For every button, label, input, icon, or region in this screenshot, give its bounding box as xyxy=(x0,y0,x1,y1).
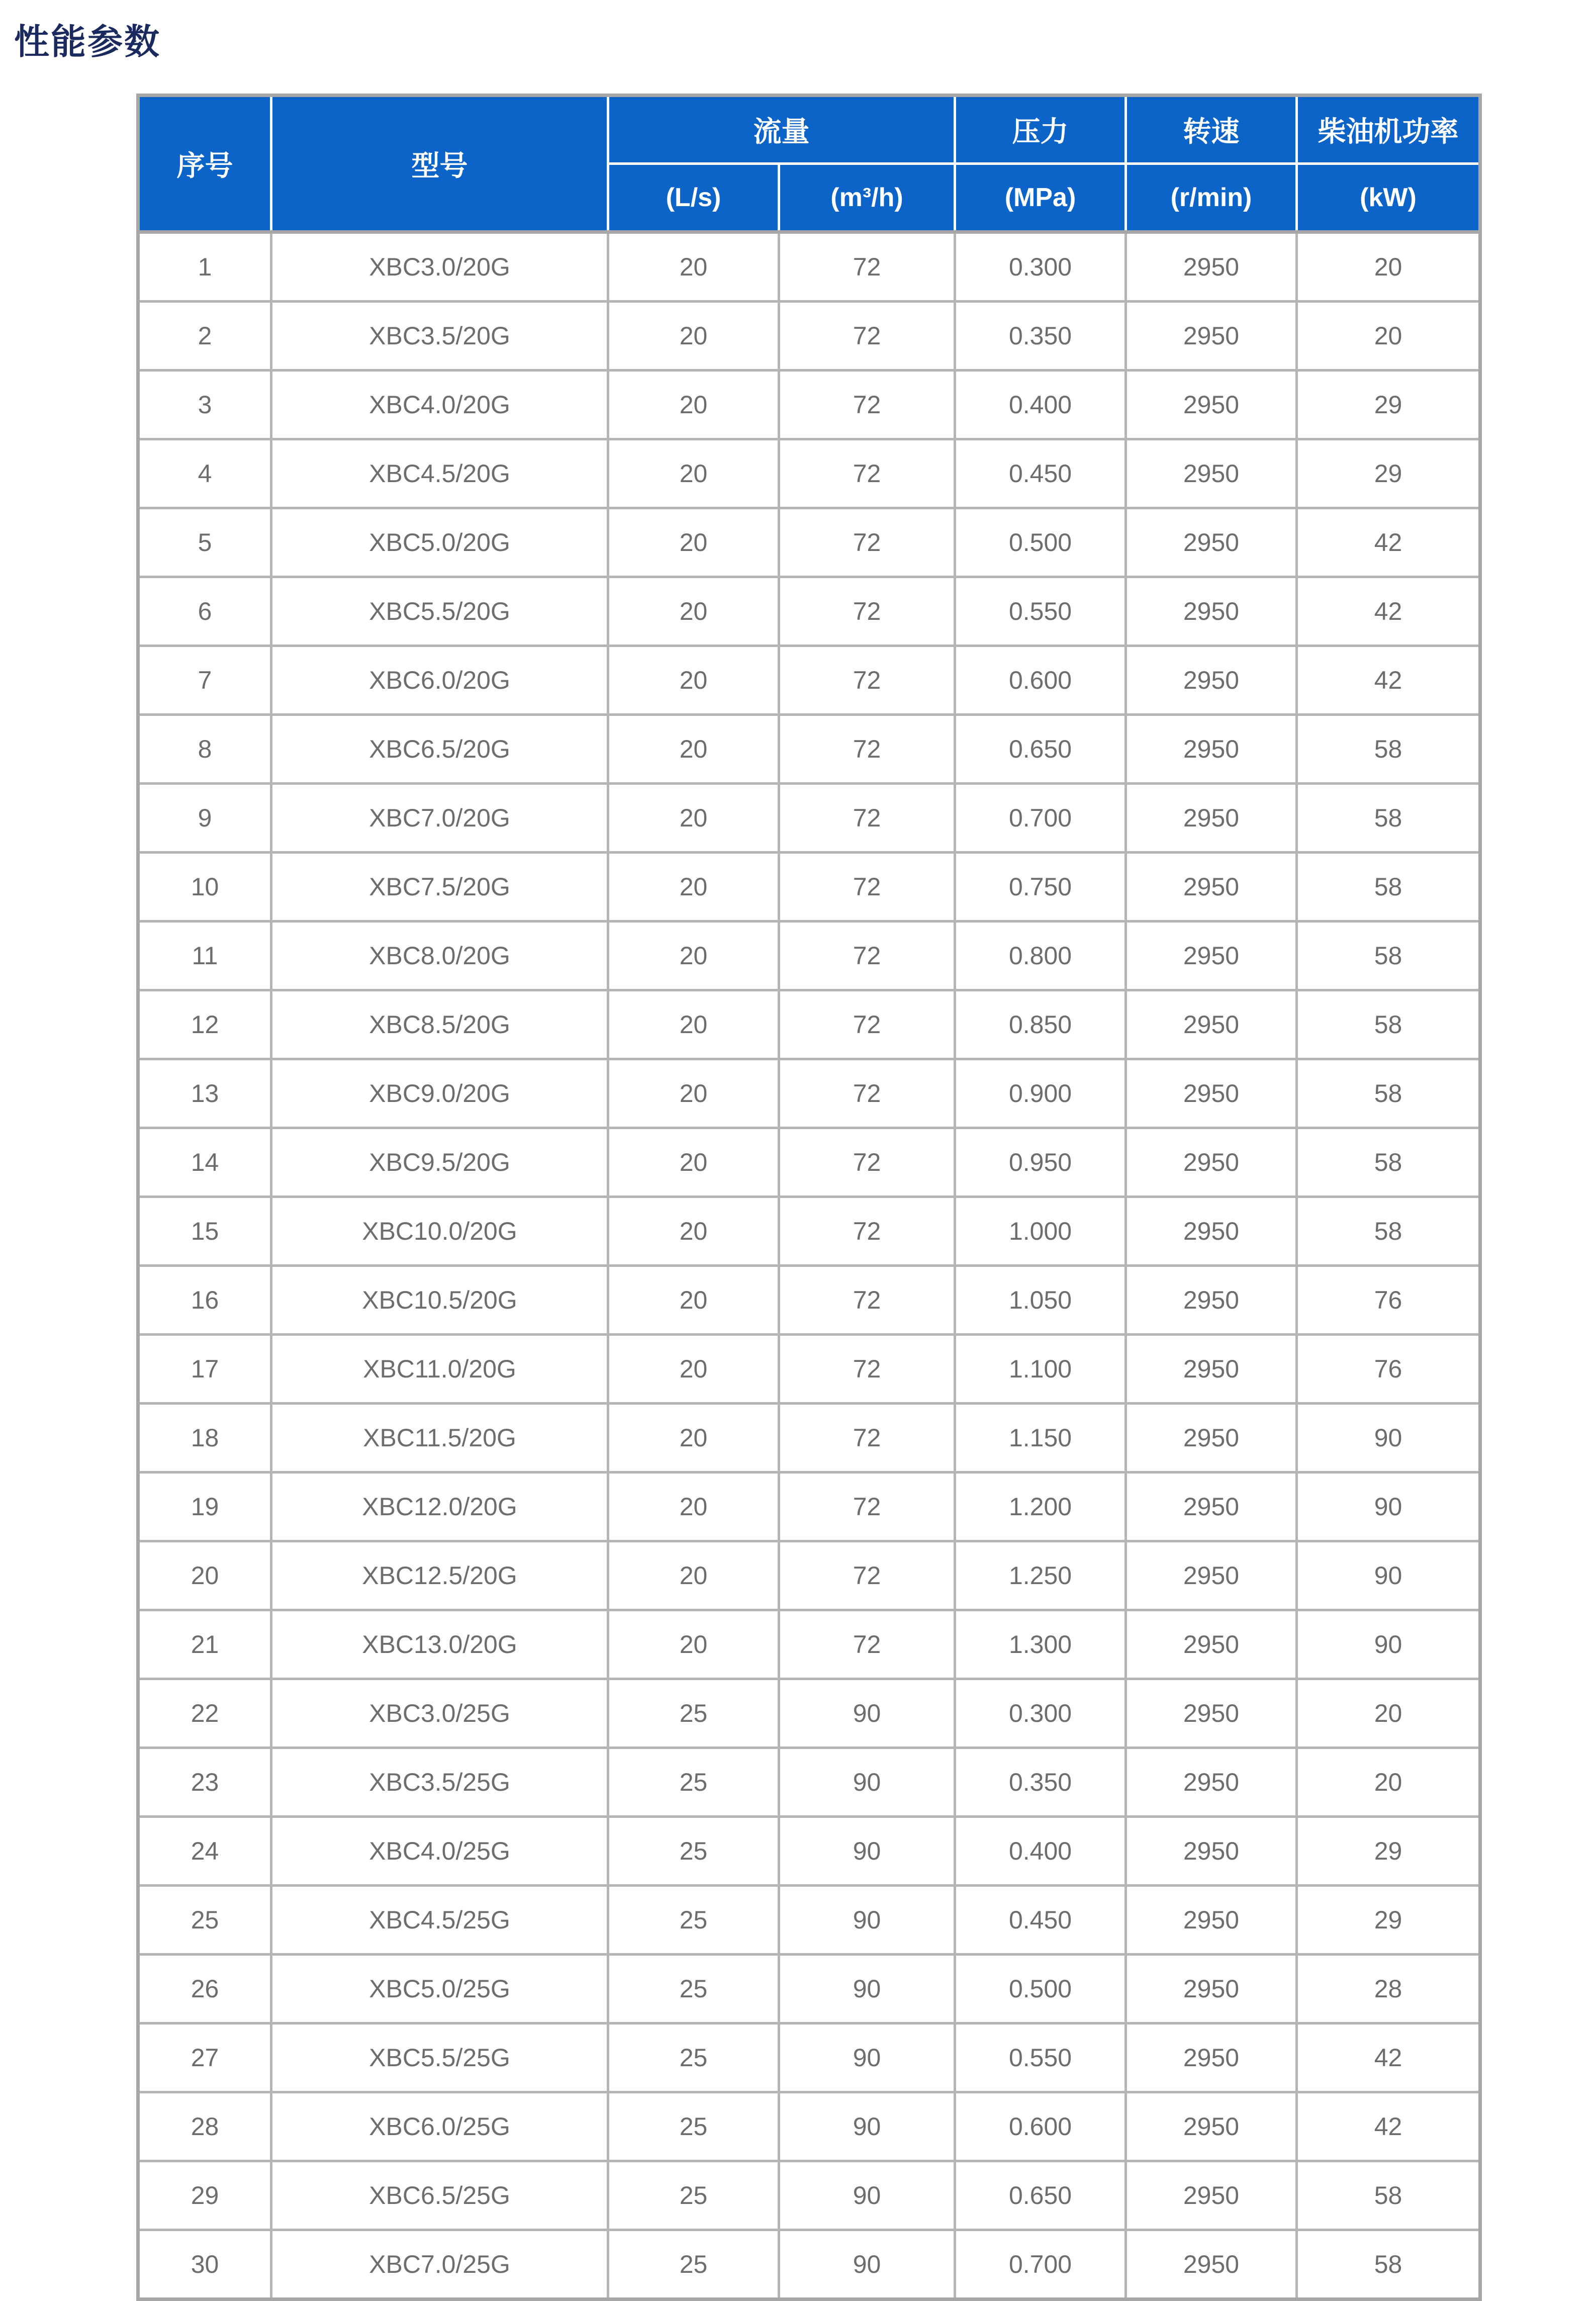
cell-model: XBC6.0/25G xyxy=(271,2092,608,2161)
cell-power: 58 xyxy=(1297,2161,1480,2230)
table-row xyxy=(138,2161,1480,2230)
cell-pressure: 0.450 xyxy=(955,1886,1126,1955)
cell-power: 42 xyxy=(1297,646,1480,715)
cell-power: 29 xyxy=(1297,1886,1480,1955)
cell-flow-m3h: 72 xyxy=(779,371,955,439)
cell-power: 42 xyxy=(1297,2092,1480,2161)
cell-power: 20 xyxy=(1297,232,1480,302)
cell-serial: 30 xyxy=(138,2230,271,2299)
cell-flow-ls: 20 xyxy=(608,784,779,853)
cell-model: XBC5.0/25G xyxy=(271,1955,608,2023)
cell-flow-ls: 20 xyxy=(608,1541,779,1610)
cell-speed: 2950 xyxy=(1126,784,1297,853)
cell-speed: 2950 xyxy=(1126,302,1297,371)
cell-pressure: 0.300 xyxy=(955,1679,1126,1748)
cell-speed: 2950 xyxy=(1126,1610,1297,1679)
cell-flow-m3h: 72 xyxy=(779,1128,955,1197)
cell-model: XBC4.5/20G xyxy=(271,439,608,508)
cell-flow-m3h: 72 xyxy=(779,1541,955,1610)
cell-flow-m3h: 72 xyxy=(779,990,955,1059)
table-row xyxy=(138,1197,1480,1266)
cell-pressure: 0.300 xyxy=(955,232,1126,302)
cell-flow-m3h: 90 xyxy=(779,1817,955,1886)
cell-flow-m3h: 72 xyxy=(779,232,955,302)
table-row xyxy=(138,508,1480,577)
cell-flow-m3h: 72 xyxy=(779,1610,955,1679)
cell-speed: 2950 xyxy=(1126,1817,1297,1886)
cell-power: 58 xyxy=(1297,990,1480,1059)
cell-flow-ls: 20 xyxy=(608,1197,779,1266)
table-row xyxy=(138,1886,1480,1955)
cell-serial: 21 xyxy=(138,1610,271,1679)
cell-power: 58 xyxy=(1297,2230,1480,2299)
cell-flow-ls: 25 xyxy=(608,2230,779,2299)
cell-model: XBC3.5/25G xyxy=(271,1748,608,1817)
cell-serial: 6 xyxy=(138,577,271,646)
cell-serial: 26 xyxy=(138,1955,271,2023)
cell-serial: 4 xyxy=(138,439,271,508)
cell-serial: 2 xyxy=(138,302,271,371)
cell-flow-m3h: 72 xyxy=(779,922,955,990)
cell-flow-ls: 25 xyxy=(608,1817,779,1886)
cell-speed: 2950 xyxy=(1126,439,1297,508)
cell-power: 28 xyxy=(1297,1955,1480,2023)
cell-speed: 2950 xyxy=(1126,1955,1297,2023)
cell-flow-ls: 20 xyxy=(608,922,779,990)
cell-pressure: 0.500 xyxy=(955,1955,1126,2023)
cell-flow-ls: 20 xyxy=(608,1610,779,1679)
cell-flow-ls: 20 xyxy=(608,990,779,1059)
cell-pressure: 0.500 xyxy=(955,508,1126,577)
cell-serial: 7 xyxy=(138,646,271,715)
cell-flow-ls: 20 xyxy=(608,853,779,922)
cell-pressure: 0.650 xyxy=(955,2161,1126,2230)
cell-flow-m3h: 90 xyxy=(779,2092,955,2161)
cell-serial: 16 xyxy=(138,1266,271,1335)
cell-model: XBC4.0/25G xyxy=(271,1817,608,1886)
cell-flow-m3h: 90 xyxy=(779,1748,955,1817)
cell-serial: 11 xyxy=(138,922,271,990)
cell-pressure: 0.550 xyxy=(955,2023,1126,2092)
cell-model: XBC8.0/20G xyxy=(271,922,608,990)
table-row xyxy=(138,302,1480,371)
cell-speed: 2950 xyxy=(1126,577,1297,646)
cell-speed: 2950 xyxy=(1126,2023,1297,2092)
cell-serial: 13 xyxy=(138,1059,271,1128)
cell-speed: 2950 xyxy=(1126,2092,1297,2161)
page-title: 性能参数 xyxy=(14,22,161,61)
cell-serial: 8 xyxy=(138,715,271,784)
cell-model: XBC6.5/20G xyxy=(271,715,608,784)
cell-flow-m3h: 72 xyxy=(779,302,955,371)
cell-power: 29 xyxy=(1297,371,1480,439)
table-row xyxy=(138,1128,1480,1197)
cell-power: 58 xyxy=(1297,922,1480,990)
cell-power: 58 xyxy=(1297,1197,1480,1266)
cell-flow-m3h: 90 xyxy=(779,2230,955,2299)
cell-model: XBC4.5/25G xyxy=(271,1886,608,1955)
cell-speed: 2950 xyxy=(1126,1472,1297,1541)
cell-model: XBC12.0/20G xyxy=(271,1472,608,1541)
cell-flow-ls: 20 xyxy=(608,439,779,508)
cell-serial: 28 xyxy=(138,2092,271,2161)
cell-serial: 1 xyxy=(138,232,271,302)
cell-speed: 2950 xyxy=(1126,922,1297,990)
cell-pressure: 0.950 xyxy=(955,1128,1126,1197)
cell-power: 42 xyxy=(1297,577,1480,646)
cell-pressure: 0.750 xyxy=(955,853,1126,922)
cell-flow-ls: 25 xyxy=(608,1886,779,1955)
cell-model: XBC8.5/20G xyxy=(271,990,608,1059)
cell-flow-m3h: 90 xyxy=(779,1886,955,1955)
cell-power: 58 xyxy=(1297,853,1480,922)
cell-flow-m3h: 90 xyxy=(779,1955,955,2023)
cell-power: 20 xyxy=(1297,1748,1480,1817)
cell-pressure: 0.600 xyxy=(955,2092,1126,2161)
cell-power: 90 xyxy=(1297,1404,1480,1472)
table-row xyxy=(138,715,1480,784)
cell-speed: 2950 xyxy=(1126,1197,1297,1266)
cell-flow-m3h: 72 xyxy=(779,1472,955,1541)
cell-power: 58 xyxy=(1297,784,1480,853)
cell-power: 29 xyxy=(1297,1817,1480,1886)
cell-speed: 2950 xyxy=(1126,371,1297,439)
header-power: 柴油机功率 xyxy=(1297,96,1480,164)
cell-flow-m3h: 72 xyxy=(779,1266,955,1335)
cell-speed: 2950 xyxy=(1126,232,1297,302)
cell-model: XBC6.0/20G xyxy=(271,646,608,715)
cell-serial: 9 xyxy=(138,784,271,853)
cell-serial: 29 xyxy=(138,2161,271,2230)
cell-speed: 2950 xyxy=(1126,1748,1297,1817)
cell-pressure: 0.450 xyxy=(955,439,1126,508)
cell-flow-m3h: 72 xyxy=(779,577,955,646)
table-row xyxy=(138,853,1480,922)
cell-flow-m3h: 90 xyxy=(779,1679,955,1748)
cell-serial: 27 xyxy=(138,2023,271,2092)
cell-serial: 18 xyxy=(138,1404,271,1472)
cell-pressure: 1.250 xyxy=(955,1541,1126,1610)
cell-speed: 2950 xyxy=(1126,1679,1297,1748)
cell-model: XBC6.5/25G xyxy=(271,2161,608,2230)
header-speed: 转速 xyxy=(1126,96,1297,164)
cell-model: XBC11.5/20G xyxy=(271,1404,608,1472)
cell-serial: 5 xyxy=(138,508,271,577)
cell-flow-ls: 20 xyxy=(608,1472,779,1541)
cell-serial: 20 xyxy=(138,1541,271,1610)
cell-pressure: 1.300 xyxy=(955,1610,1126,1679)
table-row xyxy=(138,1679,1480,1748)
table-row xyxy=(138,1817,1480,1886)
cell-flow-ls: 20 xyxy=(608,371,779,439)
cell-model: XBC3.0/25G xyxy=(271,1679,608,1748)
cell-pressure: 0.900 xyxy=(955,1059,1126,1128)
cell-flow-ls: 20 xyxy=(608,302,779,371)
table-row xyxy=(138,990,1480,1059)
cell-serial: 25 xyxy=(138,1886,271,1955)
cell-model: XBC12.5/20G xyxy=(271,1541,608,1610)
cell-pressure: 0.700 xyxy=(955,2230,1126,2299)
cell-pressure: 0.700 xyxy=(955,784,1126,853)
cell-model: XBC7.0/20G xyxy=(271,784,608,853)
cell-flow-ls: 25 xyxy=(608,2161,779,2230)
cell-pressure: 1.000 xyxy=(955,1197,1126,1266)
header-flow-ls-unit: (L/s) xyxy=(608,164,779,232)
cell-serial: 23 xyxy=(138,1748,271,1817)
cell-flow-m3h: 72 xyxy=(779,646,955,715)
cell-power: 90 xyxy=(1297,1541,1480,1610)
cell-model: XBC7.0/25G xyxy=(271,2230,608,2299)
table-row xyxy=(138,577,1480,646)
table-row xyxy=(138,1541,1480,1610)
table-row xyxy=(138,2023,1480,2092)
cell-speed: 2950 xyxy=(1126,1541,1297,1610)
cell-flow-ls: 25 xyxy=(608,2023,779,2092)
cell-flow-m3h: 72 xyxy=(779,508,955,577)
cell-flow-m3h: 72 xyxy=(779,1059,955,1128)
table-row xyxy=(138,1266,1480,1335)
cell-model: XBC5.5/25G xyxy=(271,2023,608,2092)
cell-pressure: 0.850 xyxy=(955,990,1126,1059)
header-power-unit: (kW) xyxy=(1297,164,1480,232)
cell-speed: 2950 xyxy=(1126,1266,1297,1335)
table-row xyxy=(138,2092,1480,2161)
cell-flow-m3h: 72 xyxy=(779,715,955,784)
cell-speed: 2950 xyxy=(1126,1128,1297,1197)
header-model: 型号 xyxy=(271,96,608,232)
cell-model: XBC9.5/20G xyxy=(271,1128,608,1197)
table-row xyxy=(138,1610,1480,1679)
table-row xyxy=(138,2230,1480,2299)
header-speed-unit: (r/min) xyxy=(1126,164,1297,232)
cell-flow-ls: 20 xyxy=(608,715,779,784)
cell-model: XBC7.5/20G xyxy=(271,853,608,922)
cell-model: XBC4.0/20G xyxy=(271,371,608,439)
header-serial: 序号 xyxy=(138,96,271,232)
cell-model: XBC5.0/20G xyxy=(271,508,608,577)
cell-pressure: 0.650 xyxy=(955,715,1126,784)
table-row xyxy=(138,1955,1480,2023)
cell-power: 20 xyxy=(1297,1679,1480,1748)
cell-speed: 2950 xyxy=(1126,715,1297,784)
header-flow-m3h-unit: (m³/h) xyxy=(779,164,955,232)
cell-flow-ls: 20 xyxy=(608,1335,779,1404)
cell-flow-ls: 20 xyxy=(608,232,779,302)
cell-power: 42 xyxy=(1297,508,1480,577)
cell-flow-ls: 20 xyxy=(608,646,779,715)
spec-table xyxy=(136,94,1482,2301)
cell-model: XBC10.0/20G xyxy=(271,1197,608,1266)
table-row xyxy=(138,1748,1480,1817)
cell-serial: 24 xyxy=(138,1817,271,1886)
cell-flow-m3h: 72 xyxy=(779,853,955,922)
cell-flow-m3h: 90 xyxy=(779,2161,955,2230)
cell-speed: 2950 xyxy=(1126,2161,1297,2230)
cell-serial: 10 xyxy=(138,853,271,922)
cell-pressure: 0.550 xyxy=(955,577,1126,646)
cell-power: 90 xyxy=(1297,1610,1480,1679)
cell-serial: 19 xyxy=(138,1472,271,1541)
cell-serial: 3 xyxy=(138,371,271,439)
table-row xyxy=(138,1335,1480,1404)
header-pressure-unit: (MPa) xyxy=(955,164,1126,232)
cell-flow-ls: 25 xyxy=(608,1955,779,2023)
cell-speed: 2950 xyxy=(1126,1335,1297,1404)
cell-pressure: 1.100 xyxy=(955,1335,1126,1404)
table-row xyxy=(138,784,1480,853)
cell-flow-ls: 25 xyxy=(608,1748,779,1817)
cell-power: 58 xyxy=(1297,1128,1480,1197)
cell-model: XBC9.0/20G xyxy=(271,1059,608,1128)
cell-speed: 2950 xyxy=(1126,2230,1297,2299)
cell-flow-ls: 20 xyxy=(608,1059,779,1128)
cell-speed: 2950 xyxy=(1126,853,1297,922)
cell-speed: 2950 xyxy=(1126,1059,1297,1128)
cell-pressure: 0.600 xyxy=(955,646,1126,715)
header-flow: 流量 xyxy=(608,96,955,164)
cell-pressure: 1.050 xyxy=(955,1266,1126,1335)
cell-serial: 22 xyxy=(138,1679,271,1748)
cell-flow-ls: 20 xyxy=(608,577,779,646)
cell-flow-m3h: 72 xyxy=(779,1404,955,1472)
cell-speed: 2950 xyxy=(1126,646,1297,715)
cell-serial: 12 xyxy=(138,990,271,1059)
table-row xyxy=(138,371,1480,439)
cell-flow-ls: 25 xyxy=(608,2092,779,2161)
cell-power: 42 xyxy=(1297,2023,1480,2092)
cell-flow-m3h: 72 xyxy=(779,439,955,508)
cell-flow-ls: 20 xyxy=(608,1266,779,1335)
cell-flow-m3h: 90 xyxy=(779,2023,955,2092)
table-row xyxy=(138,232,1480,302)
cell-model: XBC11.0/20G xyxy=(271,1335,608,1404)
table-row xyxy=(138,922,1480,990)
table-row xyxy=(138,1059,1480,1128)
cell-pressure: 0.400 xyxy=(955,1817,1126,1886)
cell-serial: 17 xyxy=(138,1335,271,1404)
cell-serial: 15 xyxy=(138,1197,271,1266)
cell-power: 58 xyxy=(1297,1059,1480,1128)
cell-model: XBC3.0/20G xyxy=(271,232,608,302)
cell-power: 76 xyxy=(1297,1335,1480,1404)
cell-flow-m3h: 72 xyxy=(779,784,955,853)
cell-model: XBC3.5/20G xyxy=(271,302,608,371)
cell-power: 76 xyxy=(1297,1266,1480,1335)
cell-pressure: 0.350 xyxy=(955,302,1126,371)
cell-pressure: 1.150 xyxy=(955,1404,1126,1472)
cell-flow-ls: 20 xyxy=(608,508,779,577)
cell-flow-m3h: 72 xyxy=(779,1197,955,1266)
cell-pressure: 0.400 xyxy=(955,371,1126,439)
table-row xyxy=(138,1472,1480,1541)
cell-flow-ls: 25 xyxy=(608,1679,779,1748)
cell-model: XBC13.0/20G xyxy=(271,1610,608,1679)
cell-speed: 2950 xyxy=(1126,1404,1297,1472)
cell-power: 90 xyxy=(1297,1472,1480,1541)
cell-pressure: 1.200 xyxy=(955,1472,1126,1541)
cell-speed: 2950 xyxy=(1126,1886,1297,1955)
cell-power: 29 xyxy=(1297,439,1480,508)
cell-flow-ls: 20 xyxy=(608,1404,779,1472)
table-row xyxy=(138,646,1480,715)
cell-pressure: 0.350 xyxy=(955,1748,1126,1817)
cell-power: 58 xyxy=(1297,715,1480,784)
table-row xyxy=(138,1404,1480,1472)
cell-serial: 14 xyxy=(138,1128,271,1197)
cell-model: XBC10.5/20G xyxy=(271,1266,608,1335)
header-pressure: 压力 xyxy=(955,96,1126,164)
cell-pressure: 0.800 xyxy=(955,922,1126,990)
cell-power: 20 xyxy=(1297,302,1480,371)
table-header xyxy=(138,96,1480,232)
table-body xyxy=(138,232,1480,2299)
header-row-main xyxy=(138,96,1480,164)
table-row xyxy=(138,439,1480,508)
cell-speed: 2950 xyxy=(1126,508,1297,577)
cell-flow-ls: 20 xyxy=(608,1128,779,1197)
cell-flow-m3h: 72 xyxy=(779,1335,955,1404)
cell-model: XBC5.5/20G xyxy=(271,577,608,646)
cell-speed: 2950 xyxy=(1126,990,1297,1059)
